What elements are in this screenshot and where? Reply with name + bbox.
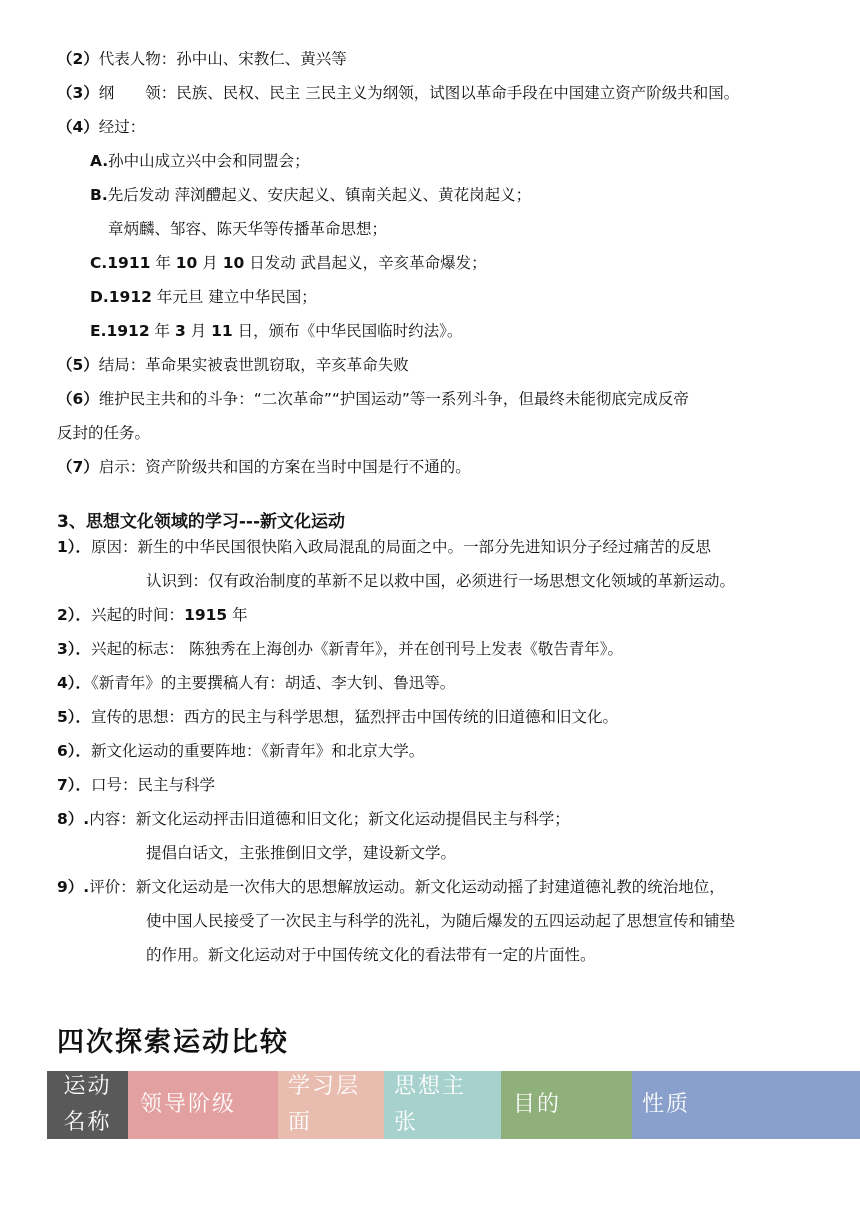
item-date: 3 bbox=[174, 322, 186, 340]
item-date: C.1911 bbox=[90, 254, 151, 272]
header-cell-learning-level bbox=[278, 1071, 384, 1139]
item-number: 3）． bbox=[57, 640, 92, 658]
item-text: 年 bbox=[150, 254, 176, 272]
list-item-sign bbox=[57, 639, 623, 659]
item-text: 年元旦 建立中华民国； bbox=[151, 288, 317, 306]
item-date: 10 bbox=[175, 254, 198, 272]
header-cell-ideas bbox=[384, 1071, 501, 1139]
header-cell-leading-class bbox=[128, 1071, 278, 1139]
item-date: 10 bbox=[222, 254, 245, 272]
header-cell-label: 思想主 bbox=[394, 1074, 467, 1099]
line-struggle-cont bbox=[57, 423, 150, 443]
header-cell-movement-name bbox=[47, 1071, 128, 1139]
line-struggle bbox=[57, 389, 689, 409]
list-item-evaluation-cont bbox=[146, 911, 735, 931]
list-item-slogan bbox=[57, 775, 215, 795]
item-text: 年 bbox=[149, 322, 175, 340]
item-letter: B. bbox=[90, 186, 108, 204]
line-process bbox=[57, 117, 145, 137]
line-outcome bbox=[57, 355, 409, 375]
item-text: 提倡白话文，主张推倒旧文学，建设新文学。 bbox=[146, 844, 457, 862]
item-date: D.1912 bbox=[90, 288, 152, 306]
item-date: E.1912 bbox=[90, 322, 150, 340]
item-number: 9）. bbox=[57, 878, 90, 896]
item-text: 使中国人民接受了一次民主与科学的洗礼，为随后爆发的五四运动起了思想宣传和铺垫 bbox=[146, 912, 736, 930]
section-title: 思想文化领域的学习---新文化运动 bbox=[85, 512, 346, 532]
list-item-evaluation-cont bbox=[146, 945, 596, 965]
header-cell-nature bbox=[632, 1071, 860, 1139]
header-cell-label: 领导阶级 bbox=[140, 1092, 237, 1117]
list-item-evaluation bbox=[57, 877, 725, 897]
header-cell-purpose bbox=[501, 1071, 632, 1139]
item-number: （2） bbox=[57, 50, 99, 68]
item-text: 内容：新文化运动抨击旧道德和旧文化；新文化运动提倡民主与科学； bbox=[89, 810, 570, 828]
header-cell-label: 性质 bbox=[642, 1092, 691, 1117]
header-cell-label: 张 bbox=[394, 1110, 419, 1135]
item-number: 2）． bbox=[57, 606, 92, 624]
header-cell-label: 面 bbox=[288, 1110, 313, 1135]
item-text: 章炳麟、邹容、陈天华等传播革命思想； bbox=[108, 220, 388, 238]
item-date: 11 bbox=[211, 322, 233, 340]
list-item-content-cont bbox=[146, 843, 456, 863]
item-text: 月 bbox=[197, 254, 223, 272]
list-item-content bbox=[57, 809, 570, 829]
item-text: 反封的任务。 bbox=[57, 424, 151, 442]
list-item-reason bbox=[57, 537, 711, 557]
header-cell-label: 运动 bbox=[63, 1074, 112, 1099]
header-cell-label: 目的 bbox=[513, 1092, 562, 1117]
item-number: 8）. bbox=[57, 810, 90, 828]
item-text: 先后发动 萍浏醴起义、安庆起义、镇南关起义、黄花岗起义； bbox=[107, 186, 532, 204]
line-program bbox=[57, 83, 739, 103]
item-text: 结局：革命果实被袁世凯窃取，辛亥革命失败 bbox=[98, 356, 409, 374]
item-text: 日发动 武昌起义，辛亥革命爆发； bbox=[244, 254, 487, 272]
item-number: （5） bbox=[57, 356, 99, 374]
item-text: 评价：新文化运动是一次伟大的思想解放运动。新文化运动动摇了封建道德礼教的统治地位， bbox=[89, 878, 725, 896]
line-process-b bbox=[90, 185, 531, 205]
line-process-c bbox=[90, 253, 487, 273]
list-item-reason-cont bbox=[146, 571, 735, 591]
item-text: 认识到：仅有政治制度的革新不足以救中国，必须进行一场思想文化领域的革新运动。 bbox=[146, 572, 736, 590]
list-item-base bbox=[57, 741, 424, 761]
item-number: 4）． bbox=[57, 674, 92, 692]
item-text: 维护民主共和的斗争：“二次革命”“护国运动”等一系列斗争，但最终未能彻底完成反帝 bbox=[98, 390, 689, 408]
item-text: 的作用。新文化运动对于中国传统文化的看法带有一定的片面性。 bbox=[146, 946, 596, 964]
item-text: 《新青年》的主要撰稿人有：胡适、李大钊、鲁迅等。 bbox=[91, 674, 456, 692]
item-number: 1）． bbox=[57, 538, 92, 556]
item-number: （6） bbox=[57, 390, 99, 408]
list-item-ideas bbox=[57, 707, 618, 727]
item-number: （7） bbox=[57, 458, 99, 476]
item-text: 经过： bbox=[98, 118, 146, 136]
item-text: 口号：民主与科学 bbox=[91, 776, 216, 794]
list-item-writers bbox=[57, 673, 455, 693]
item-year: 1915 bbox=[184, 606, 228, 624]
item-number: 7）． bbox=[57, 776, 92, 794]
section-number: 3、 bbox=[57, 512, 86, 532]
item-text: 兴起的标志： 陈独秀在上海创办《新青年》，并在创刊号上发表《敬告青年》。 bbox=[91, 640, 623, 658]
item-number: （4） bbox=[57, 118, 99, 136]
line-process-b-cont bbox=[108, 219, 387, 239]
item-number: 5）． bbox=[57, 708, 92, 726]
item-text: 宣传的思想：西方的民主与科学思想，猛烈抨击中国传统的旧道德和旧文化。 bbox=[91, 708, 619, 726]
item-text: 代表人物：孙中山、宋教仁、黄兴等 bbox=[98, 50, 347, 68]
item-letter: A. bbox=[90, 152, 109, 170]
header-cell-label: 名称 bbox=[63, 1110, 112, 1135]
item-text: 兴起的时间： bbox=[91, 606, 185, 624]
header-cell-label: 学习层 bbox=[288, 1074, 361, 1099]
line-process-e bbox=[90, 321, 462, 341]
item-text: 纲 领：民族、民权、民主 三民主义为纲领，试图以革命手段在中国建立资产阶级共和国。 bbox=[98, 84, 740, 102]
item-number: （3） bbox=[57, 84, 99, 102]
item-text: 日，颁布《中华民国临时约法》。 bbox=[232, 322, 463, 340]
line-process-a bbox=[90, 151, 310, 171]
section-heading bbox=[57, 512, 345, 532]
line-lesson bbox=[57, 457, 471, 477]
item-text: 年 bbox=[227, 606, 248, 624]
item-text: 启示：资产阶级共和国的方案在当时中国是行不通的。 bbox=[98, 458, 471, 476]
item-number: 6）． bbox=[57, 742, 92, 760]
item-text: 月 bbox=[185, 322, 212, 340]
list-item-time bbox=[57, 605, 248, 625]
item-text: 原因：新生的中华民国很快陷入政局混乱的局面之中。一部分先进知识分子经过痛苦的反思 bbox=[91, 538, 712, 556]
line-process-d bbox=[90, 287, 317, 307]
comparison-heading: 四次探索运动比较 bbox=[57, 1027, 289, 1058]
item-text: 新文化运动的重要阵地：《新青年》和北京大学。 bbox=[91, 742, 425, 760]
line-representatives bbox=[57, 49, 347, 69]
item-text: 孙中山成立兴中会和同盟会； bbox=[108, 152, 310, 170]
